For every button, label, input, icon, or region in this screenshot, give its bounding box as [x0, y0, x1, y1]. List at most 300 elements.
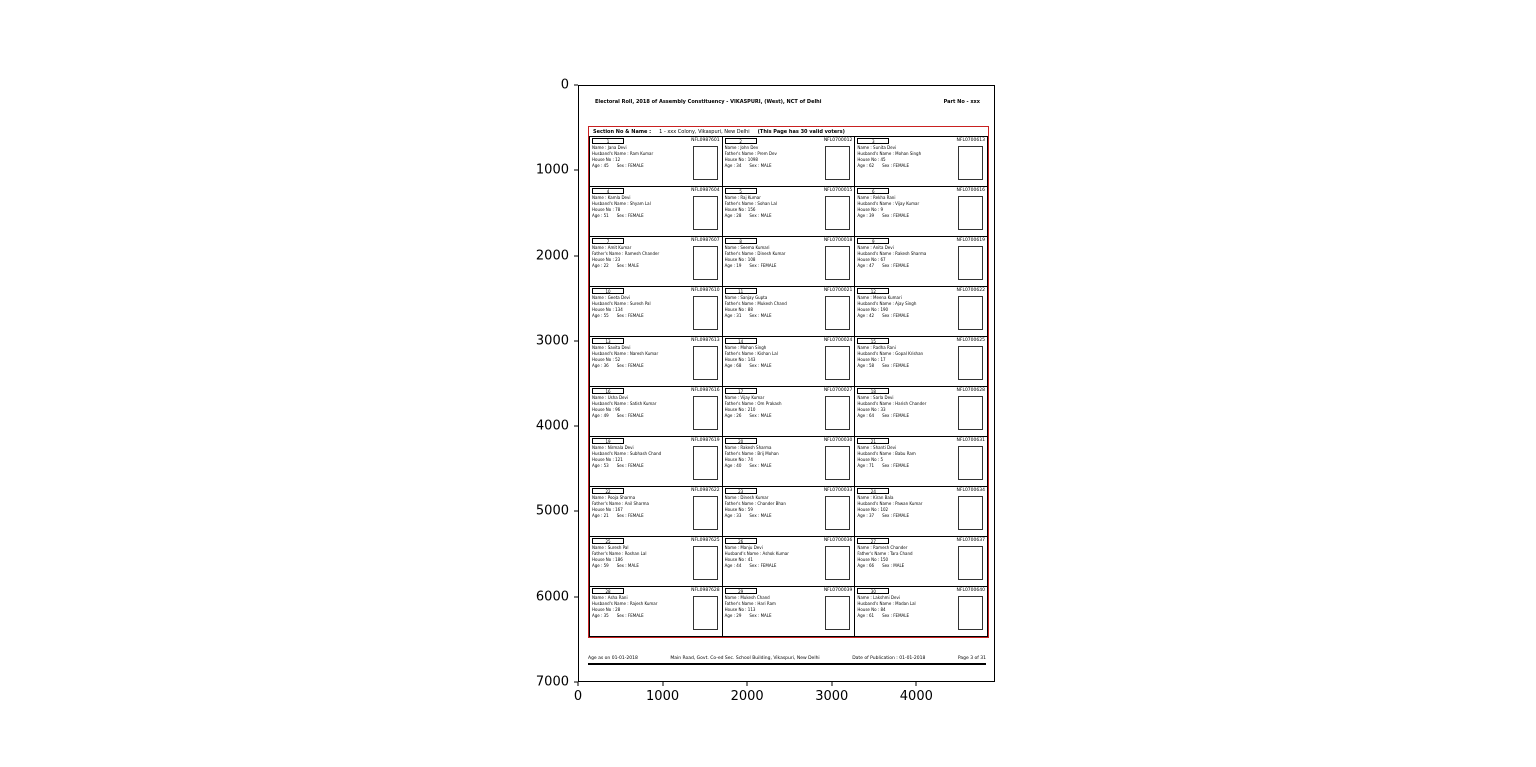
epic-number: NFL0700640 — [956, 588, 985, 593]
voter-name-line: Name : Savita Devi — [592, 345, 631, 350]
voter-age-sex-line: Age : 61 Sex : FEMALE — [857, 613, 910, 618]
voter-relation-line: Husband's Name : Satish Kumar — [592, 401, 657, 406]
voter-card — [723, 537, 856, 587]
voter-card-body — [857, 495, 985, 530]
voter-name-line: Name : Sunita Devi — [857, 145, 897, 150]
voter-age-sex-line: Age : 42 Sex : FEMALE — [857, 313, 910, 318]
x-tick-mark — [831, 682, 832, 686]
serial-number-box: 7 — [592, 238, 624, 244]
voter-fields — [592, 145, 653, 180]
voter-age-sex-line: Age : 68 Sex : MALE — [724, 363, 772, 368]
epic-number: NFL0987625 — [691, 538, 720, 543]
voter-relation-line: Husband's Name : Subhash Chand — [592, 451, 662, 456]
voter-relation-line: Father's Name : Prem Dev — [724, 151, 777, 156]
voter-house-line: House No : 96 — [592, 407, 621, 412]
voter-relation-line: Husband's Name : Ajay Singh — [857, 301, 917, 306]
voter-name-line: Name : Mohan Singh — [724, 345, 767, 350]
serial-number-box: 11 — [725, 288, 757, 294]
voter-house-line: House No : 23 — [592, 257, 621, 262]
voter-relation-line: Husband's Name : Harish Chander — [857, 401, 927, 406]
voter-photo-box — [958, 496, 983, 530]
voter-relation-line: Husband's Name : Suresh Pal — [592, 301, 651, 306]
voter-card-body — [725, 245, 853, 280]
voter-age-sex-line: Age : 53 Sex : FEMALE — [592, 463, 644, 468]
voter-card-body — [725, 545, 853, 580]
voter-relation-line: Father's Name : Om Prakash — [724, 401, 782, 406]
voter-card — [855, 387, 988, 437]
voter-fields — [725, 445, 779, 480]
voter-relation-line: Husband's Name : Gopal Krishan — [857, 351, 924, 356]
voter-card — [723, 287, 856, 337]
serial-number-box: 2 — [725, 138, 757, 144]
voter-card-body — [857, 145, 985, 180]
serial-number-box: 12 — [857, 288, 889, 294]
voter-card-body — [592, 195, 720, 230]
voter-photo-box — [958, 346, 983, 380]
voter-fields — [725, 145, 777, 180]
voter-photo-box — [693, 496, 718, 530]
voter-card-top — [592, 488, 720, 494]
voter-card-body — [725, 495, 853, 530]
voter-fields — [725, 245, 786, 280]
y-tick-label: 1000 — [535, 162, 569, 178]
voter-house-line: House No : 84 — [857, 607, 886, 612]
voter-fields — [725, 395, 782, 430]
voter-card-body — [857, 395, 985, 430]
y-axis-ticks — [0, 77, 578, 690]
voter-age-sex-line: Age : 31 Sex : MALE — [724, 313, 772, 318]
serial-number-box: 5 — [725, 188, 757, 194]
epic-number: NFL0700631 — [956, 438, 985, 443]
voter-photo-box — [693, 196, 718, 230]
voter-relation-line: Husband's Name : Ram Kumar — [592, 151, 654, 156]
voter-photo-box — [825, 196, 850, 230]
voter-card — [855, 137, 988, 187]
serial-number-box: 8 — [725, 238, 757, 244]
voter-photo-box — [958, 396, 983, 430]
voter-house-line: House No : 28 — [592, 607, 621, 612]
voter-age-sex-line: Age : 22 Sex : MALE — [592, 263, 639, 268]
x-tick-label: 1000 — [646, 689, 680, 704]
voter-name-line: Name : Suresh Pal — [592, 545, 629, 550]
serial-number-box: 17 — [725, 388, 757, 394]
voter-card-body — [725, 395, 853, 430]
voter-age-sex-line: Age : 28 Sex : MALE — [724, 213, 772, 218]
voter-fields — [857, 445, 915, 480]
voter-fields — [592, 195, 651, 230]
epic-number: NFL0700024 — [823, 338, 853, 343]
footer-age-note: Age as on 01-01-2018 — [588, 656, 638, 661]
voter-fields — [857, 395, 926, 430]
voter-house-line: House No : 121 — [592, 457, 623, 462]
serial-number-box: 13 — [592, 338, 624, 344]
serial-number-box: 6 — [857, 188, 889, 194]
voter-age-sex-line: Age : 59 Sex : MALE — [592, 563, 639, 568]
voter-photo-box — [825, 446, 850, 480]
voter-photo-box — [958, 596, 983, 630]
voter-card — [855, 537, 988, 587]
voter-house-line: House No : 52 — [592, 357, 621, 362]
epic-number: NFL0987607 — [691, 238, 720, 243]
voter-name-line: Name : Ramesh Chander — [857, 545, 908, 550]
x-tick-mark — [916, 682, 917, 686]
voter-age-sex-line: Age : 49 Sex : FEMALE — [592, 413, 644, 418]
voter-card — [590, 487, 723, 537]
epic-number: NFL0700625 — [956, 338, 985, 343]
voter-fields — [725, 495, 786, 530]
voter-house-line: House No : 134 — [592, 307, 623, 312]
voter-house-line: House No : 74 — [724, 457, 753, 462]
voter-card-top — [857, 188, 985, 194]
page-footer — [588, 656, 986, 665]
serial-number-box: 28 — [592, 588, 624, 594]
voter-card — [590, 537, 723, 587]
voter-name-line: Name : Manju Devi — [724, 545, 763, 550]
voter-house-line: House No : 45 — [857, 157, 886, 162]
voter-house-line: House No : 33 — [857, 407, 886, 412]
footer-publication: Date of Publication : 01-01-2018 — [852, 656, 926, 661]
voter-fields — [592, 245, 659, 280]
voter-card-top — [857, 588, 985, 594]
voter-card — [855, 237, 988, 287]
voter-card-top — [725, 388, 853, 394]
voter-card — [590, 387, 723, 437]
voter-photo-box — [958, 246, 983, 280]
voter-photo-box — [825, 596, 850, 630]
voter-fields — [592, 395, 656, 430]
voter-fields — [725, 345, 778, 380]
voter-house-line: House No : 167 — [592, 507, 623, 512]
section-header — [589, 127, 988, 136]
voter-photo-box — [958, 146, 983, 180]
voter-name-line: Name : Rekha Rani — [857, 195, 896, 200]
voter-name-line: Name : Nirmala Devi — [592, 445, 634, 450]
voter-name-line: Name : Geeta Devi — [592, 295, 631, 300]
epic-number: NFL0700030 — [823, 438, 853, 443]
page-title: Electoral Roll, 2018 of Assembly Constituency - VIKASPURI, (West), NCT of Delhi — [595, 99, 822, 105]
voter-age-sex-line: Age : 26 Sex : MALE — [724, 413, 772, 418]
voter-relation-line: Husband's Name : Madan Lal — [857, 601, 916, 606]
epic-number: NFL0987622 — [691, 488, 720, 493]
epic-number: NFL0700021 — [823, 288, 853, 293]
voter-card-body — [725, 445, 853, 480]
footer-page-number: Page 3 of 31 — [957, 656, 986, 661]
voter-card-top — [725, 188, 853, 194]
voter-card-top — [592, 238, 720, 244]
voter-house-line: House No : 5 — [857, 457, 884, 462]
voter-card-body — [592, 245, 720, 280]
voter-card-body — [857, 295, 985, 330]
voter-name-line: Name : Amit Kumar — [592, 245, 632, 250]
voter-fields — [592, 445, 661, 480]
voter-name-line: Name : Vijay Kumar — [724, 395, 765, 400]
voter-card — [590, 187, 723, 237]
x-tick-label: 4000 — [899, 689, 933, 704]
voter-card — [723, 137, 856, 187]
voter-card-top — [857, 338, 985, 344]
epic-number: NFL0700634 — [956, 488, 985, 493]
voter-card — [855, 337, 988, 387]
epic-number: NFL0700637 — [956, 538, 985, 543]
footer-station: Main Road, Govt. Co-ed Sec. School Building, Vikaspuri, New Delhi — [670, 656, 820, 661]
voter-house-line: House No : 41 — [724, 557, 753, 562]
voter-fields — [592, 545, 646, 580]
voter-card-top — [857, 538, 985, 544]
voter-name-line: Name : Lakshmi Devi — [857, 595, 900, 600]
voter-card-top — [857, 288, 985, 294]
voter-card — [590, 437, 723, 487]
voter-house-line: House No : 17 — [857, 357, 886, 362]
y-tick-label: 7000 — [535, 674, 569, 690]
voter-relation-line: Father's Name : Dinesh Kumar — [724, 251, 786, 256]
voter-age-sex-line: Age : 19 Sex : FEMALE — [724, 263, 777, 268]
epic-number: NFL0987610 — [691, 288, 720, 293]
voter-card — [723, 437, 856, 487]
voter-house-line: House No : 9 — [857, 207, 884, 212]
voter-card — [855, 487, 988, 537]
serial-number-box: 4 — [592, 188, 624, 194]
y-tick-label: 2000 — [535, 248, 569, 264]
voter-card-top — [725, 588, 853, 594]
voter-photo-box — [693, 596, 718, 630]
voter-age-sex-line: Age : 64 Sex : FEMALE — [857, 413, 910, 418]
voter-name-line: Name : Sanjay Gupta — [724, 295, 768, 300]
voter-card-body — [725, 595, 853, 630]
epic-number: NFL0987601 — [691, 138, 720, 143]
voter-card — [855, 187, 988, 237]
voter-name-line: Name : Seema Kumari — [724, 245, 770, 250]
voter-card-top — [857, 238, 985, 244]
section-note: (This Page has 30 valid voters) — [757, 129, 845, 135]
y-tick-label: 0 — [560, 77, 569, 93]
voter-card-body — [725, 345, 853, 380]
voter-age-sex-line: Age : 66 Sex : MALE — [857, 563, 905, 568]
voter-card-body — [592, 345, 720, 380]
voter-relation-line: Father's Name : Anil Sharma — [592, 501, 649, 506]
voter-card-body — [857, 595, 985, 630]
voter-age-sex-line: Age : 34 Sex : MALE — [724, 163, 772, 168]
voter-fields — [857, 145, 921, 180]
voter-card-top — [725, 338, 853, 344]
serial-number-box: 20 — [725, 438, 757, 444]
voter-relation-line: Husband's Name : Babu Ram — [857, 451, 916, 456]
voter-card-body — [592, 145, 720, 180]
voter-house-line: House No : 186 — [592, 557, 623, 562]
voter-relation-line: Father's Name : Sohan Lal — [724, 201, 777, 206]
voter-relation-line: Husband's Name : Ashok Kumar — [724, 551, 789, 556]
voter-fields — [725, 545, 789, 580]
voter-age-sex-line: Age : 40 Sex : MALE — [724, 463, 772, 468]
serial-number-box: 14 — [725, 338, 757, 344]
voter-relation-line: Husband's Name : Naresh Kumar — [592, 351, 659, 356]
voter-photo-box — [825, 246, 850, 280]
epic-number: NFL0700622 — [956, 288, 985, 293]
axes-frame — [578, 85, 995, 682]
x-tick-label: 3000 — [815, 689, 849, 704]
voter-house-line: House No : 190 — [857, 307, 889, 312]
voter-card-top — [592, 288, 720, 294]
voter-card-body — [725, 145, 853, 180]
voter-card — [723, 387, 856, 437]
voter-fields — [857, 495, 922, 530]
epic-number: NFL0987628 — [691, 588, 720, 593]
voter-fields — [725, 295, 787, 330]
voter-card-body — [857, 195, 985, 230]
voter-card — [723, 237, 856, 287]
section-region — [588, 126, 989, 638]
voter-card-top — [857, 438, 985, 444]
epic-number: NFL0700619 — [956, 238, 985, 243]
serial-number-box: 21 — [857, 438, 889, 444]
serial-number-box: 18 — [857, 388, 889, 394]
voter-card — [723, 187, 856, 237]
voter-card-body — [857, 345, 985, 380]
voter-relation-line: Husband's Name : Shyam Lal — [592, 201, 651, 206]
serial-number-box: 16 — [592, 388, 624, 394]
section-label: Section No & Name : — [593, 129, 652, 135]
voter-card-top — [725, 438, 853, 444]
voter-fields — [857, 295, 916, 330]
page-header — [595, 99, 980, 105]
voter-card-top — [725, 488, 853, 494]
serial-number-box: 27 — [857, 538, 889, 544]
voter-card-body — [592, 495, 720, 530]
voter-card — [723, 337, 856, 387]
voter-name-line: Name : Raj Kumar — [724, 195, 761, 200]
voter-card-top — [592, 388, 720, 394]
voter-card — [590, 237, 723, 287]
voter-age-sex-line: Age : 44 Sex : FEMALE — [724, 563, 777, 568]
voter-name-line: Name : John Dev — [724, 145, 759, 150]
voter-card-top — [592, 538, 720, 544]
voter-photo-box — [693, 246, 718, 280]
x-tick-mark — [578, 682, 579, 686]
voter-house-line: House No : 150 — [857, 557, 889, 562]
serial-number-box: 25 — [592, 538, 624, 544]
voter-relation-line: Father's Name : Ramesh Chander — [592, 251, 660, 256]
voter-age-sex-line: Age : 39 Sex : FEMALE — [857, 213, 910, 218]
voter-photo-box — [693, 446, 718, 480]
voter-fields — [857, 545, 912, 580]
voter-card-body — [725, 295, 853, 330]
voter-card-top — [592, 588, 720, 594]
voter-card — [855, 437, 988, 487]
voter-age-sex-line: Age : 71 Sex : FEMALE — [857, 463, 910, 468]
voter-age-sex-line: Age : 51 Sex : FEMALE — [592, 213, 644, 218]
voter-house-line: House No : 113 — [724, 607, 756, 612]
voter-photo-box — [693, 396, 718, 430]
voter-relation-line: Father's Name : Tara Chand — [857, 551, 913, 556]
voter-relation-line: Husband's Name : Mohan Singh — [857, 151, 922, 156]
voter-house-line: House No : 12 — [592, 157, 621, 162]
voter-card — [723, 487, 856, 537]
voter-card-top — [725, 288, 853, 294]
voter-age-sex-line: Age : 58 Sex : FEMALE — [857, 363, 910, 368]
x-tick-label: 2000 — [730, 689, 764, 704]
voter-name-line: Name : Jana Devi — [592, 145, 627, 150]
x-tick-mark — [662, 682, 663, 686]
voter-card-top — [592, 438, 720, 444]
voter-card — [855, 587, 988, 637]
epic-number: NFL0987604 — [691, 188, 720, 193]
voter-photo-box — [958, 196, 983, 230]
voter-name-line: Name : Shanti Devi — [857, 445, 897, 450]
voter-card-body — [592, 595, 720, 630]
voter-card-body — [857, 445, 985, 480]
voter-card-top — [592, 338, 720, 344]
voter-relation-line: Husband's Name : Rajesh Kumar — [592, 601, 658, 606]
voter-photo-box — [825, 496, 850, 530]
voter-relation-line: Father's Name : Kishan Lal — [724, 351, 778, 356]
voter-house-line: House No : 210 — [724, 407, 756, 412]
voter-name-line: Name : Mukesh Chand — [724, 595, 770, 600]
serial-number-box: 1 — [592, 138, 624, 144]
epic-number: NFL0987613 — [691, 338, 720, 343]
serial-number-box: 9 — [857, 238, 889, 244]
voter-house-line: House No : 1098 — [724, 157, 758, 162]
voter-relation-line: Husband's Name : Pawan Kumar — [857, 501, 923, 506]
voter-house-line: House No : 156 — [724, 207, 756, 212]
epic-number: NFL0700613 — [956, 138, 985, 143]
serial-number-box: 10 — [592, 288, 624, 294]
voter-card-body — [592, 395, 720, 430]
voter-house-line: House No : 102 — [857, 507, 889, 512]
voter-name-line: Name : Sarla Devi — [857, 395, 894, 400]
voter-name-line: Name : Kiran Bala — [857, 495, 894, 500]
epic-number: NFL0700027 — [823, 388, 853, 393]
x-tick-mark — [747, 682, 748, 686]
voter-card-body — [592, 445, 720, 480]
x-axis-ticks — [573, 682, 995, 710]
epic-number: NFL0700616 — [956, 188, 985, 193]
voter-fields — [592, 345, 658, 380]
voter-card-body — [857, 545, 985, 580]
epic-number: NFL0700036 — [823, 538, 853, 543]
voter-fields — [857, 195, 919, 230]
voter-relation-line: Father's Name : Chander Bhan — [724, 501, 786, 506]
voter-photo-box — [825, 346, 850, 380]
voter-fields — [592, 595, 657, 630]
voter-photo-box — [693, 296, 718, 330]
x-tick-label: 0 — [573, 689, 583, 704]
voter-photo-box — [958, 296, 983, 330]
serial-number-box: 22 — [592, 488, 624, 494]
voter-name-line: Name : Rakesh Sharma — [724, 445, 772, 450]
y-tick-label: 6000 — [535, 589, 569, 605]
voter-age-sex-line: Age : 47 Sex : FEMALE — [857, 263, 910, 268]
voter-card-top — [592, 138, 720, 144]
serial-number-box: 19 — [592, 438, 624, 444]
voter-house-line: House No : 88 — [724, 307, 753, 312]
voter-age-sex-line: Age : 35 Sex : FEMALE — [592, 613, 644, 618]
serial-number-box: 23 — [725, 488, 757, 494]
voter-photo-box — [958, 446, 983, 480]
voter-fields — [725, 195, 777, 230]
voter-card-top — [857, 138, 985, 144]
voter-card-top — [725, 238, 853, 244]
voter-card-top — [592, 188, 720, 194]
serial-number-box: 15 — [857, 338, 889, 344]
voter-relation-line: Father's Name : Brij Mohan — [724, 451, 779, 456]
voter-card — [590, 137, 723, 187]
voter-card — [590, 337, 723, 387]
voter-house-line: House No : 59 — [724, 507, 753, 512]
footer-divider — [588, 663, 986, 665]
voter-card-body — [725, 195, 853, 230]
part-number: Part No - xxx — [943, 99, 980, 105]
voter-age-sex-line: Age : 33 Sex : MALE — [724, 513, 772, 518]
epic-number: NFL0700628 — [956, 388, 985, 393]
